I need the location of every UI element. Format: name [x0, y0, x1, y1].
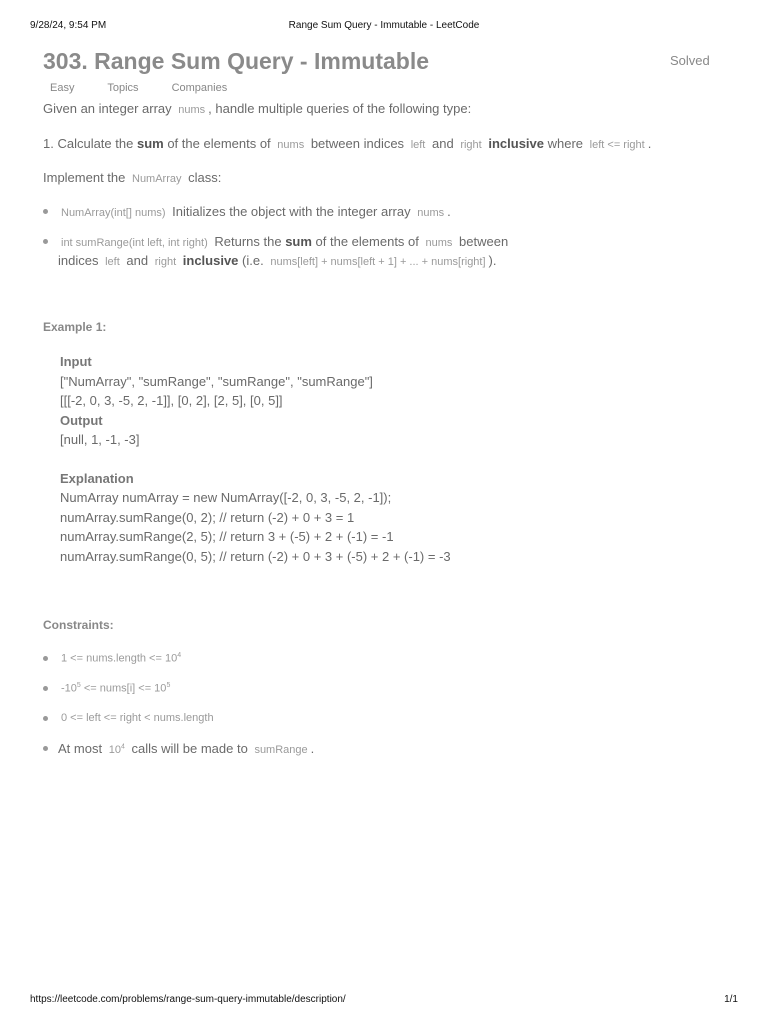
- input-line: [[[-2, 0, 3, -5, 2, -1]], [0, 2], [2, 5], [0, 5]]: [60, 393, 283, 408]
- input-line: ["NumArray", "sumRange", "sumRange", "sumRange"]: [60, 373, 373, 389]
- explanation-line: numArray.sumRange(0, 5); // return (-2) + 0 + 3 + (-5) + 2 + (-1) = -3: [60, 548, 451, 564]
- intro-paragraph: Given an integer array nums , handle multiple queries of the following type:: [43, 101, 472, 116]
- bullet-dot: [43, 716, 48, 721]
- explanation-label: Explanation: [60, 470, 134, 486]
- explanation-line: numArray.sumRange(2, 5); // return 3 + (-5) + 2 + (-1) = -1: [60, 529, 394, 544]
- solved-status: Solved: [670, 53, 710, 68]
- bullet-dot: [43, 209, 48, 214]
- problem-title: 303. Range Sum Query - Immutable: [43, 48, 430, 74]
- print-datetime: 9/28/24, 9:54 PM: [30, 20, 107, 31]
- constraint-item: $-10^5$ <= nums[i] <= $10^5$: [61, 682, 171, 695]
- constraint-item: At most $10^4$ calls will be made to sumRange .: [58, 741, 315, 756]
- problem-tags: [50, 82, 257, 94]
- constraint-item: 0 <= left <= right < nums.length: [61, 712, 214, 724]
- print-url[interactable]: https://leetcode.com/problems/range-sum-query-immutable/description/: [30, 994, 346, 1005]
- print-page-title: Range Sum Query - Immutable - LeetCode: [288, 20, 480, 31]
- output-line: [null, 1, -1, -3]: [60, 432, 140, 447]
- explanation-line: NumArray numArray = new NumArray([-2, 0, 3, -5, 2, -1]);: [60, 490, 392, 505]
- output-label: Output: [60, 412, 103, 428]
- constraint-item: 1 <= nums.length <= $10^4$: [61, 652, 182, 665]
- tag-difficulty[interactable]: Easy: [50, 82, 75, 94]
- explanation-line: numArray.sumRange(0, 2); // return (-2) + 0 + 3 = 1: [60, 509, 355, 525]
- input-label: Input: [60, 354, 92, 369]
- bullet-dot: [43, 686, 48, 691]
- bullet-dot: [43, 239, 48, 244]
- constraints-heading: Constraints:: [43, 618, 114, 632]
- example-block: [60, 352, 451, 566]
- tag-topics[interactable]: Topics: [107, 82, 139, 94]
- method-constructor: NumArray(int[] nums) Initializes the object with the integer array nums .: [61, 204, 451, 219]
- tag-companies[interactable]: Companies: [171, 82, 228, 94]
- method-sumrange-cont: indices left and right inclusive (i.e. nums[left] + nums[left + 1] + ... + nums[right] ).: [58, 253, 497, 268]
- bullet-dot: [43, 746, 48, 751]
- query-type-1: 1. Calculate the sum of the elements of nums between indices left and right inclusive where left <= right .: [43, 136, 652, 151]
- implement-paragraph: Implement the NumArray class:: [43, 170, 222, 185]
- bullet-dot: [43, 656, 48, 661]
- spacer: [60, 450, 451, 469]
- print-page-number: 1/1: [724, 994, 738, 1005]
- method-sumrange: int sumRange(int left, int right) Returns the sum of the elements of nums between: [61, 234, 509, 249]
- example-heading: Example 1:: [43, 320, 107, 334]
